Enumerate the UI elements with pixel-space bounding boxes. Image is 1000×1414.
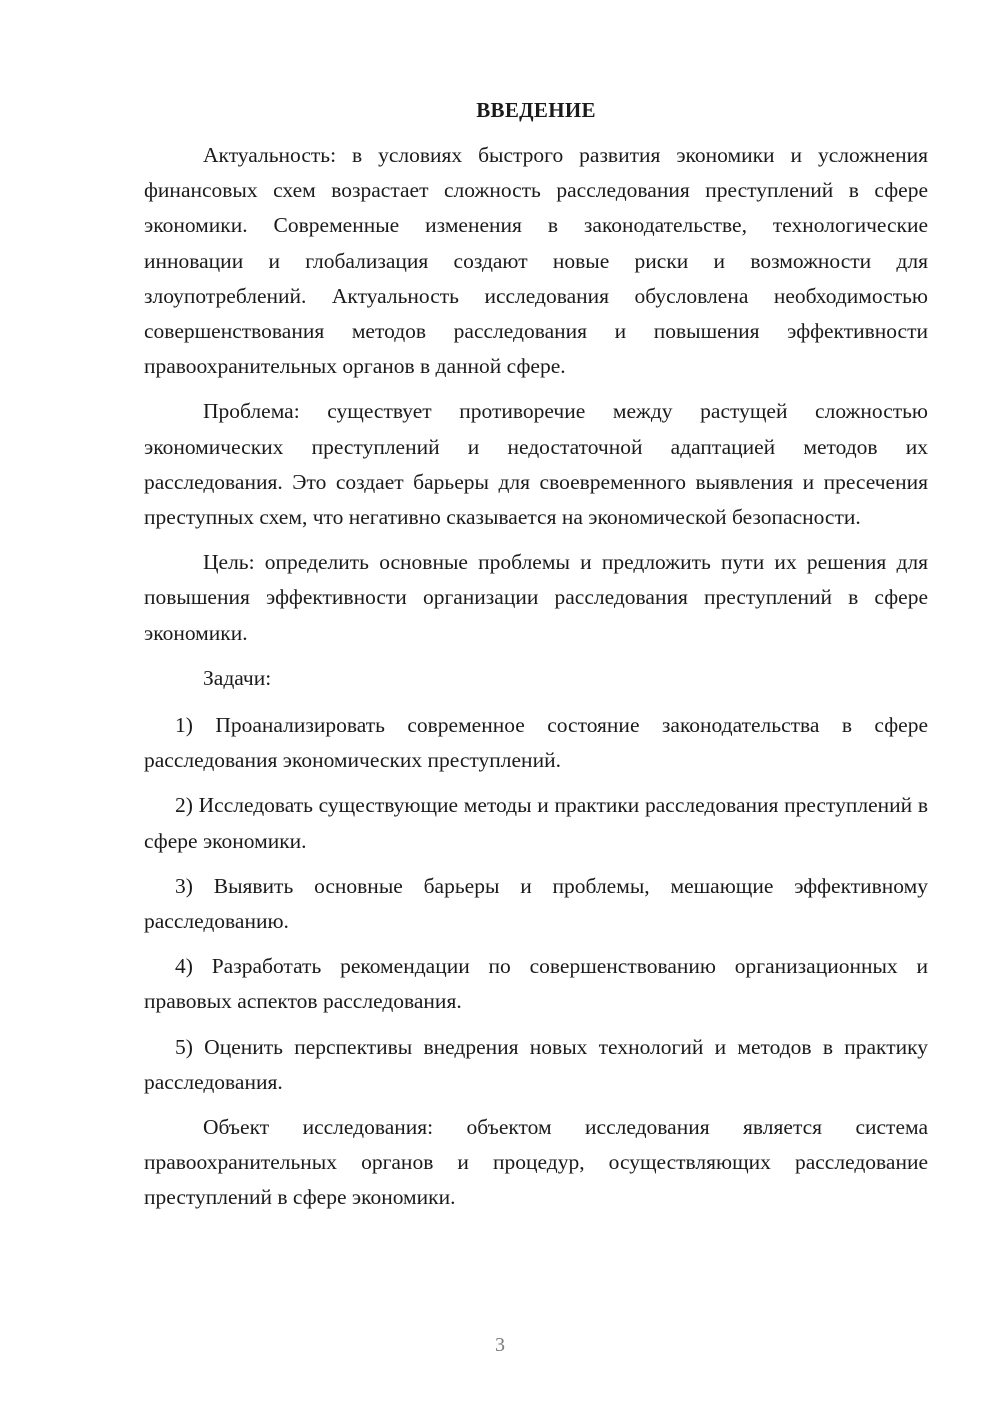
paragraph-problem: Проблема: существует противоречие между растущей сложностью экономических преступлений и недостаточной адаптацией методов их расследования. Это создает барьеры для своевременного выявления и пресечения преступных схем, что негативно сказывается на экономической безопасности. (144, 399, 928, 530)
paragraph-relevance: Актуальность: в условиях быстрого развития экономики и усложнения финансовых схем возрастает сложность расследования преступлений в сфере экономики. Современные изменения в законодательстве, технологические инновации и глобализация создают новые риски и возможности для злоупотреблений. Актуальность исследования обусловлена необходимостью совершенствования методов расследования и повышения эффективности правоохранительных органов в данной сфере. (144, 143, 928, 379)
task-item-4: 4) Разработать рекомендации по совершенствованию организационных и правовых аспектов расследования. (144, 954, 928, 1014)
document-page (144, 96, 928, 1226)
paragraph-object: Объект исследования: объектом исследования является система правоохранительных органов и процедур, осуществляющих расследование преступлений в сфере экономики. (144, 1115, 928, 1210)
page-number: 3 (495, 1334, 505, 1356)
task-item-1: 1) Проанализировать современное состояние законодательства в сфере расследования экономических преступлений. (144, 713, 928, 773)
tasks-heading: Задачи: (203, 665, 272, 690)
task-item-5: 5) Оценить перспективы внедрения новых технологий и методов в практику расследования. (144, 1034, 928, 1094)
task-item-2: 2) Исследовать существующие методы и практики расследования преступлений в сфере экономики. (144, 793, 928, 853)
section-title: ВВЕДЕНИЕ (476, 98, 596, 122)
paragraph-goal: Цель: определить основные проблемы и предложить пути их решения для повышения эффективности организации расследования преступлений в сфере экономики. (144, 550, 928, 645)
task-item-3: 3) Выявить основные барьеры и проблемы, мешающие эффективному расследованию. (144, 873, 928, 934)
